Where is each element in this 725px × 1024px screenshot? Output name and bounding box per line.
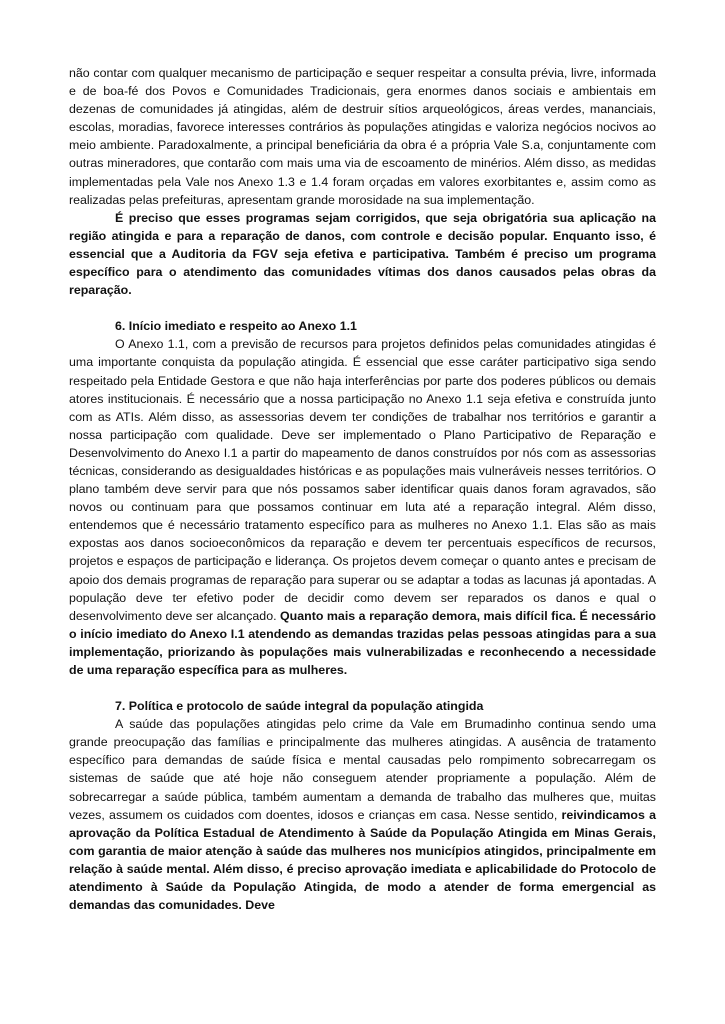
paragraph-demand-programs: É preciso que esses programas sejam corrigidos, que seja obrigatória sua aplicação na região atingida e para a reparação de danos, com controle e decisão popular. Enquanto isso, é essencial que a Auditoria da FGV seja efetiva e participativa. Também é preciso um programa específico para o atendimento das comunidades vítimas dos danos causados pelas obras da reparação. — [69, 210, 656, 298]
paragraph-anexo-1-1-bold: Quanto mais a reparação demora, mais difícil fica. É necessário o início imediato do Anexo I.1 atendendo as demandas trazidas pelas pessoas atingidas para a sua implementação, priorizando às populações mais vulnerabilizadas e reconhecendo a necessidade de uma reparação específica para as mulheres. — [69, 608, 656, 677]
paragraph-saude-text: A saúde das populações atingidas pelo crime da Vale em Brumadinho continua sendo uma grande preocupação das famílias e principalmente das mulheres atingidas. A ausência de tratamento específico para demandas de saúde física e mental causadas pelo rompimento sobrecarregam os sistemas de saúde que até hoje não conseguem atender propriamente a população. Além de sobrecarregar a saúde pública, também aumentam a demanda de trabalho das mulheres que, muitas vezes, assumem os cuidados com doentes, idosos e crianças em casa. Nesse sentido, — [69, 717, 656, 822]
paragraph-saude — [69, 715, 656, 914]
section-heading-7: 7. Política e protocolo de saúde integral da população atingida — [115, 699, 484, 714]
paragraph-saude-bold: reivindicamos a aprovação da Política Estadual de Atendimento à Saúde da População Atingida em Minas Gerais, com garantia de maior atenção à saúde das mulheres nos municípios atingidos, principalmente em relação à saúde mental. Além disso, é preciso aprovação imediata e aplicabilidade do Protocolo de atendimento à Saúde da População Atingida, de modo a atender de forma emergencial as demandas das comunidades. Deve — [69, 807, 656, 913]
paragraph-anexo-1-1-text: O Anexo 1.1, com a previsão de recursos para projetos definidos pelas comunidades atingidas é uma importante conquista da população atingida. É essencial que esse caráter participativo siga sendo respeitado pela Entidade Gestora e que não haja interferências por parte dos poderes públicos ou demais atores institucionais. É necessário que a nossa participação no Anexo 1.1 seja efetiva e construída junto com as ATIs. Além disso, as assessorias devem ter condições de trabalhar nos territórios e garantir a nossa participação com qualidade. Deve ser implementado o Plano Participativo de Reparação e Desenvolvimento do Anexo I.1 a partir do mapeamento de danos construídos por nós com as assessorias técnicas, considerando as desigualdades históricas e as populações mais vulneráveis nesses territórios. O plano também deve servir para que nós possamos saber identificar quais danos foram agravados, são novos ou continuam para que possamos continuar em luta até a reparação integral. Além disso, entendemos que é necessário tratamento específico para as mulheres no Anexo 1.1. Elas são as mais expostas aos danos socioeconômicos da reparação e devem ter percentuais específicos de recursos, projetos e espaços de participação e liderança. Os projetos devem começar o quanto antes e precisam de apoio dos demais programas de reparação para superar ou se adaptar a todas as lacunas já apontadas. A população deve ter efetivo poder de decidir como devem ser reparados os danos e qual o desenvolvimento deve ser alcançado. — [69, 337, 656, 623]
paragraph-anexo-1-1 — [69, 335, 656, 679]
spacer — [69, 299, 656, 317]
spacer — [69, 679, 656, 697]
section-heading-6: 6. Início imediato e respeito ao Anexo 1.1 — [115, 319, 357, 334]
paragraph-intro: não contar com qualquer mecanismo de participação e sequer respeitar a consulta prévia, livre, informada e de boa-fé dos Povos e Comunidades Tradicionais, gera enormes danos sociais e ambientais em dezenas de comunidades já atingidas, além de destruir sítios arqueológicos, áreas verdes, mananciais, escolas, moradias, favorece interesses contrários às populações atingidas e valoriza negócios nocivos ao meio ambiente. Paradoxalmente, a principal beneficiária da obra é a própria Vale S.a, conjuntamente com outras mineradores, que contarão com mais uma via de escoamento de minérios. Além disso, as medidas implementadas pela Vale nos Anexo 1.3 e 1.4 foram orçadas em valores exorbitantes e, assim como as realizadas pelas prefeituras, apresentam grande morosidade na sua implementação. — [69, 66, 656, 207]
